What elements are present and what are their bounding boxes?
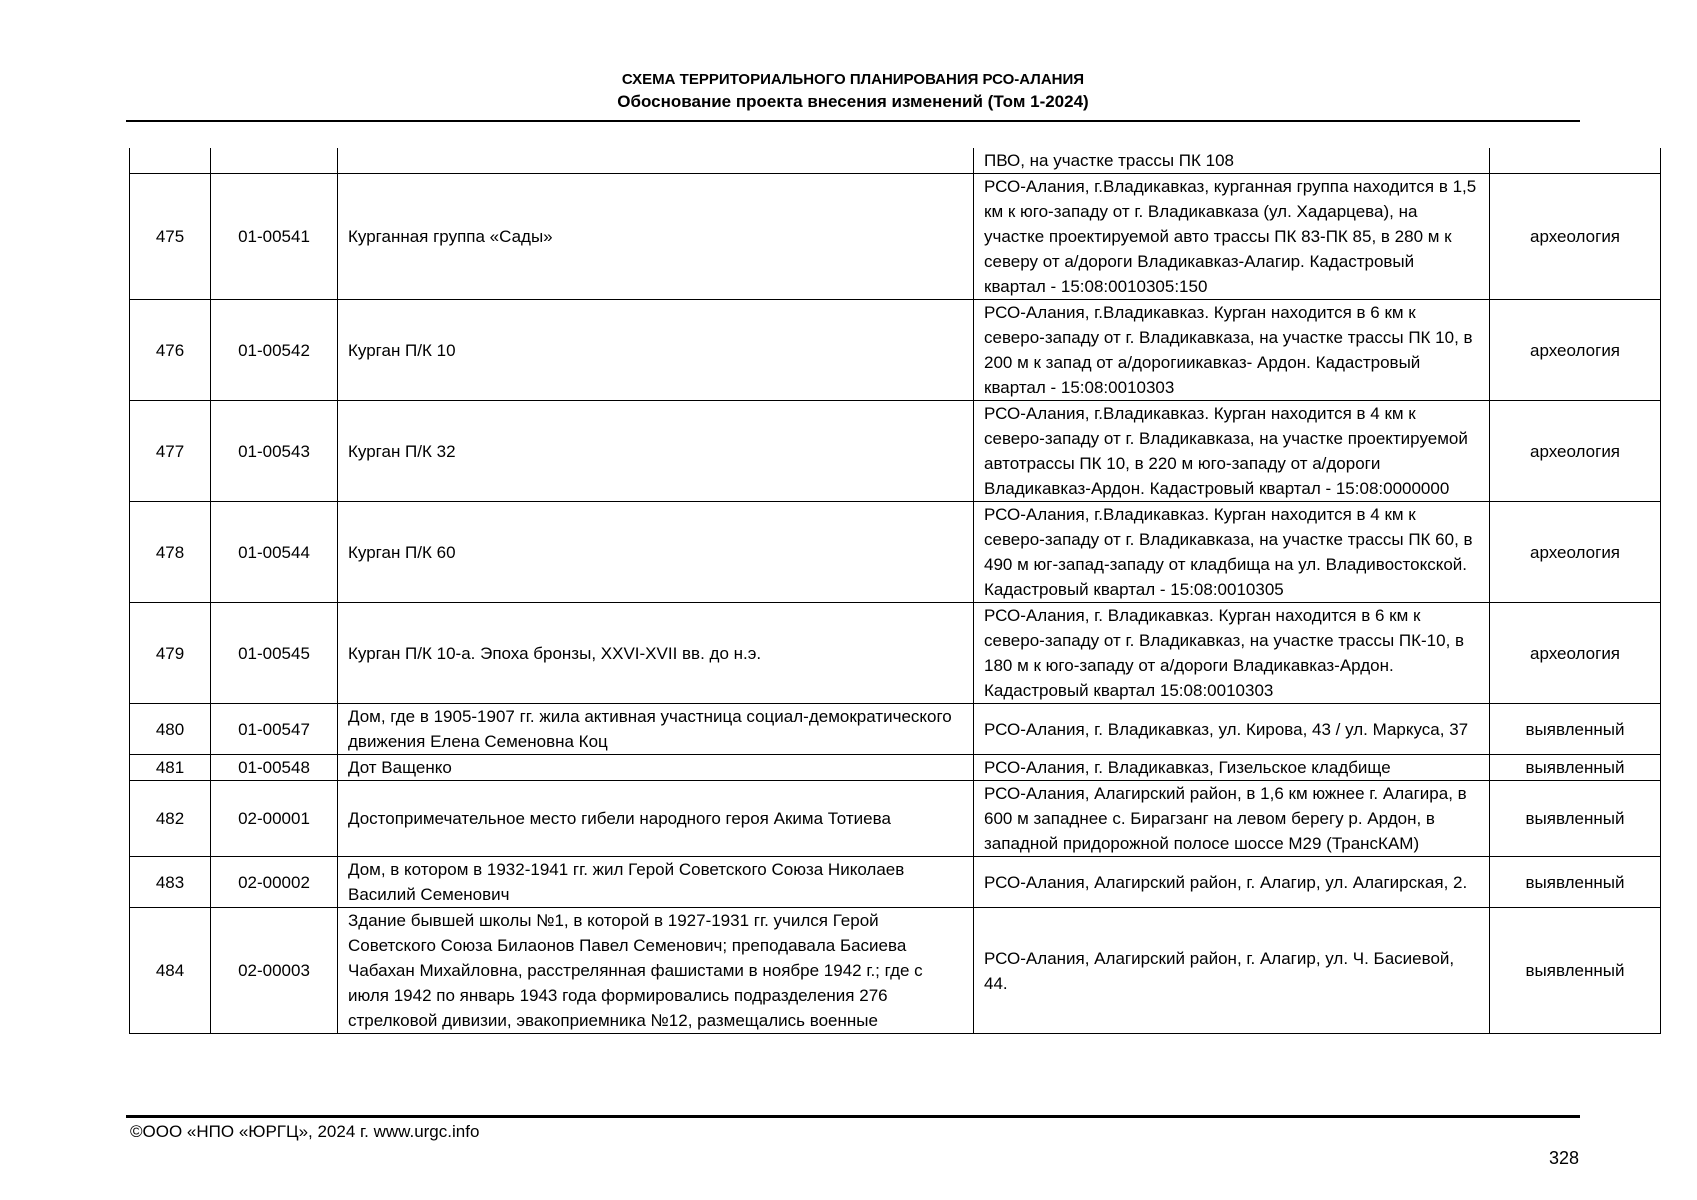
cell-name: Курган П/К 10-а. Эпоха бронзы, XXVI-XVII вв. до н.э. xyxy=(338,603,974,704)
table-row xyxy=(130,502,1661,603)
document-subtitle: Обоснование проекта внесения изменений (Том 1-2024) xyxy=(617,92,1089,111)
table-row xyxy=(130,704,1661,755)
cell-location: РСО-Алания, г. Владикавказ, Гизельское кладбище xyxy=(974,755,1490,781)
cell-number: 479 xyxy=(130,603,211,704)
cell-location: РСО-Алания, г.Владикавказ. Курган находится в 4 км к северо-западу от г. Владикавказа, на участке трассы ПК 60, в 490 м юг-запад-западу от кладбища на ул. Владивостокской. Кадастровый квартал - 15:08:0010305 xyxy=(974,502,1490,603)
cell-type: выявленный xyxy=(1490,781,1661,857)
cell-type: выявленный xyxy=(1490,857,1661,908)
cell-location: РСО-Алания, Алагирский район, в 1,6 км южнее г. Алагира, в 600 м западнее с. Бирагзанг на левом берегу р. Ардон, в западной придорожной полосе шоссе М29 (ТрансКАМ) xyxy=(974,781,1490,857)
table-row xyxy=(130,300,1661,401)
cell-type: выявленный xyxy=(1490,755,1661,781)
cell-type: археология xyxy=(1490,300,1661,401)
footer-copyright: ©ООО «НПО «ЮРГЦ», 2024 г. www.urgc.info xyxy=(130,1122,480,1141)
cell-location: РСО-Алания, Алагирский район, г. Алагир, ул. Алагирская, 2. xyxy=(974,857,1490,908)
cell-type: археология xyxy=(1490,174,1661,300)
cell-code: 01-00543 xyxy=(211,401,338,502)
table-row xyxy=(130,603,1661,704)
cell-type xyxy=(1490,148,1661,174)
cell-location: РСО-Алания, г.Владикавказ. Курган находится в 4 км к северо-западу от г. Владикавказа, на участке проектируемой автотрассы ПК 10, в 220 м юго-западу от а/дороги Владикавказ-Ардон. Кадастровый квартал - 15:08:0000000 xyxy=(974,401,1490,502)
cell-type: выявленный xyxy=(1490,908,1661,1034)
cell-code: 01-00545 xyxy=(211,603,338,704)
cell-code: 02-00001 xyxy=(211,781,338,857)
page-header xyxy=(126,70,1580,114)
cell-name: Дом, в котором в 1932-1941 гг. жил Герой Советского Союза Николаев Василий Семенович xyxy=(338,857,974,908)
footer-rule xyxy=(126,1115,1580,1118)
table-row-continued xyxy=(130,148,1661,174)
cell-name: Дом, где в 1905-1907 гг. жила активная участница социал-демократического движения Елена Семеновна Коц xyxy=(338,704,974,755)
cell-type: археология xyxy=(1490,603,1661,704)
table-row xyxy=(130,857,1661,908)
cell-type: археология xyxy=(1490,401,1661,502)
cell-type: археология xyxy=(1490,502,1661,603)
cell-number: 482 xyxy=(130,781,211,857)
cell-name: Курганная группа «Сады» xyxy=(338,174,974,300)
cell-number: 478 xyxy=(130,502,211,603)
cell-name: Здание бывшей школы №1, в которой в 1927-1931 гг. учился Герой Советского Союза Билаонов Павел Семенович; преподавала Басиева Чабахан Михайловна, расстрелянная фашистами в ноябре 1942 г.; где с июля 1942 по январь 1943 года формировались подразделения 276 стрелковой дивизии, эвакоприемника №12, размещались военные xyxy=(338,908,974,1034)
cell-code: 02-00003 xyxy=(211,908,338,1034)
cell-code: 01-00547 xyxy=(211,704,338,755)
table-row xyxy=(130,781,1661,857)
cell-location: РСО-Алания, Алагирский район, г. Алагир, ул. Ч. Басиевой, 44. xyxy=(974,908,1490,1034)
cell-number: 481 xyxy=(130,755,211,781)
cell-name: Курган П/К 60 xyxy=(338,502,974,603)
table-row xyxy=(130,401,1661,502)
cell-code: 01-00548 xyxy=(211,755,338,781)
table-row xyxy=(130,755,1661,781)
cell-type: выявленный xyxy=(1490,704,1661,755)
cell-code xyxy=(211,148,338,174)
cell-name: Курган П/К 10 xyxy=(338,300,974,401)
document-title: СХЕМА ТЕРРИТОРИАЛЬНОГО ПЛАНИРОВАНИЯ РСО-АЛАНИЯ xyxy=(621,71,1085,88)
cell-number: 484 xyxy=(130,908,211,1034)
cell-location: ПВО, на участке трассы ПК 108 xyxy=(974,148,1490,174)
cell-number: 476 xyxy=(130,300,211,401)
table-row xyxy=(130,174,1661,300)
cell-number: 477 xyxy=(130,401,211,502)
cell-name xyxy=(338,148,974,174)
cell-name: Дот Ващенко xyxy=(338,755,974,781)
heritage-register-table xyxy=(129,148,1661,1034)
cell-number xyxy=(130,148,211,174)
cell-location: РСО-Алания, г.Владикавказ. Курган находится в 6 км к северо-западу от г. Владикавказа, на участке трассы ПК 10, в 200 м к запад от а/дорогиикавказ- Ардон. Кадастровый квартал - 15:08:0010303 xyxy=(974,300,1490,401)
cell-code: 01-00544 xyxy=(211,502,338,603)
cell-code: 01-00541 xyxy=(211,174,338,300)
cell-location: РСО-Алания, г. Владикавказ. Курган находится в 6 км к северо-западу от г. Владикавказ, на участке трассы ПК-10, в 180 м к юго-западу от а/дороги Владикавказ-Ардон. Кадастровый квартал 15:08:0010303 xyxy=(974,603,1490,704)
header-rule xyxy=(126,120,1580,122)
table-row xyxy=(130,908,1661,1034)
cell-code: 02-00002 xyxy=(211,857,338,908)
cell-name: Курган П/К 32 xyxy=(338,401,974,502)
cell-number: 480 xyxy=(130,704,211,755)
cell-number: 475 xyxy=(130,174,211,300)
cell-code: 01-00542 xyxy=(211,300,338,401)
cell-name: Достопримечательное место гибели народного героя Акима Тотиева xyxy=(338,781,974,857)
cell-location: РСО-Алания, г.Владикавказ, курганная группа находится в 1,5 км к юго-западу от г. Владикавказа (ул. Хадарцева), на участке проектируемой авто трассы ПК 83-ПК 85, в 280 м к северу от а/дороги Владикавказ-Алагир. Кадастровый квартал - 15:08:0010305:150 xyxy=(974,174,1490,300)
cell-number: 483 xyxy=(130,857,211,908)
cell-location: РСО-Алания, г. Владикавказ, ул. Кирова, 43 / ул. Маркуса, 37 xyxy=(974,704,1490,755)
page-number: 328 xyxy=(1548,1148,1579,1168)
